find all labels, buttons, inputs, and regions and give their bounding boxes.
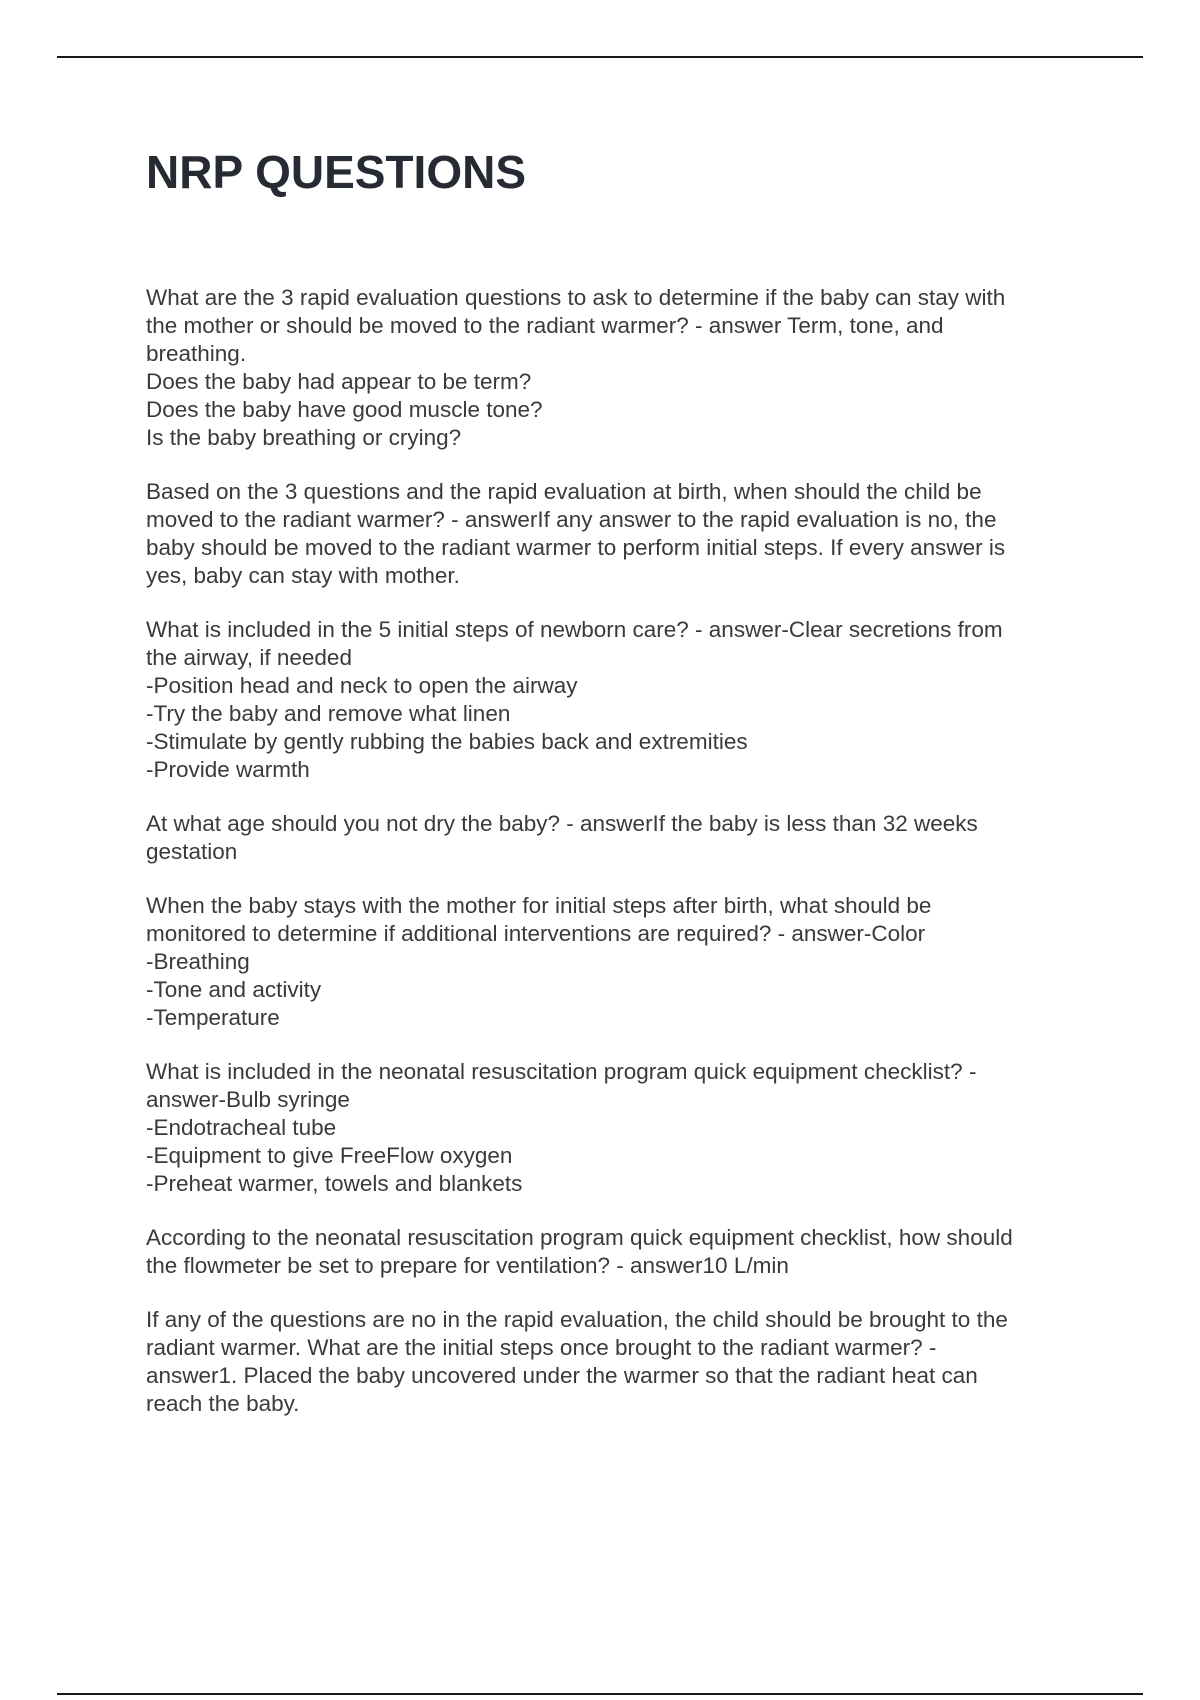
text-line: Does the baby had appear to be term? [146,369,532,394]
text-line: Is the baby breathing or crying? [146,425,462,450]
text-line: -Equipment to give FreeFlow oxygen [146,1143,513,1168]
text-line: According to the neonatal resuscitation program quick equipment checklist, how should [146,1225,1013,1250]
text-line: -Endotracheal tube [146,1115,337,1140]
text-line: answer1. Placed the baby uncovered under the warmer so that the radiant heat can [146,1363,978,1388]
text-line: Based on the 3 questions and the rapid evaluation at birth, when should the child be [146,479,982,504]
text-line: -Temperature [146,1005,280,1030]
text-line: the mother or should be moved to the radiant warmer? - answer Term, tone, and [146,313,944,338]
qa-entry [146,1306,1086,1418]
qa-entry [146,478,1086,590]
qa-entry [146,284,1086,452]
text-line: moved to the radiant warmer? - answerIf any answer to the rapid evaluation is no, the [146,507,997,532]
text-line: the flowmeter be set to prepare for ventilation? - answer10 L/min [146,1253,789,1278]
text-line: What is included in the neonatal resuscitation program quick equipment checklist? - [146,1059,977,1084]
page-title: NRP QUESTIONS [146,146,526,198]
text-line: -Tone and activity [146,977,322,1002]
text-line: gestation [146,839,238,864]
qa-entry [146,892,1086,1032]
text-line: radiant warmer. What are the initial steps once brought to the radiant warmer? - [146,1335,937,1360]
footer-divider [57,1693,1143,1695]
text-line: -Position head and neck to open the airway [146,673,578,698]
qa-entry [146,616,1086,784]
text-line: yes, baby can stay with mother. [146,563,460,588]
text-line: If any of the questions are no in the rapid evaluation, the child should be brought to the [146,1307,1008,1332]
text-line: -Breathing [146,949,250,974]
text-line: -Try the baby and remove what linen [146,701,511,726]
text-line: When the baby stays with the mother for initial steps after birth, what should be [146,893,932,918]
text-line: -Preheat warmer, towels and blankets [146,1171,523,1196]
text-line: answer-Bulb syringe [146,1087,350,1112]
qa-entry [146,1058,1086,1198]
text-line: reach the baby. [146,1391,300,1416]
text-line: baby should be moved to the radiant warmer to perform initial steps. If every answer is [146,535,1006,560]
text-line: monitored to determine if additional interventions are required? - answer-Color [146,921,926,946]
header-divider [57,56,1143,58]
text-line: breathing. [146,341,247,366]
text-line: What are the 3 rapid evaluation questions to ask to determine if the baby can stay with [146,285,1006,310]
qa-entry [146,810,1086,866]
qa-entry [146,1224,1086,1280]
text-line: -Provide warmth [146,757,310,782]
qa-content [146,284,1086,1444]
text-line: Does the baby have good muscle tone? [146,397,543,422]
text-line: What is included in the 5 initial steps of newborn care? - answer-Clear secretions from [146,617,1003,642]
text-line: At what age should you not dry the baby? - answerIf the baby is less than 32 weeks [146,811,978,836]
text-line: the airway, if needed [146,645,352,670]
text-line: -Stimulate by gently rubbing the babies back and extremities [146,729,748,754]
